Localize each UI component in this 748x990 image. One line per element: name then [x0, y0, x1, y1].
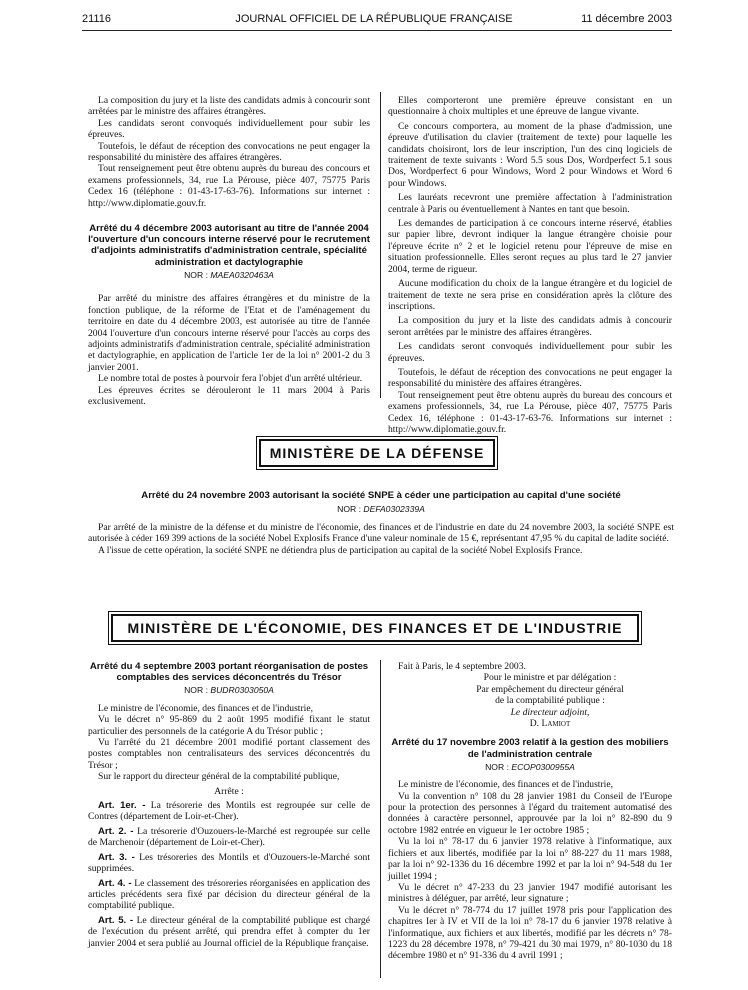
article-text: La trésorerie des Montils est regroupée sur celle de Contres (département de Loir-et-Cher).: [88, 800, 370, 823]
top-left-column: [88, 95, 370, 407]
paragraph: Par arrêté de la ministre de la défense et du ministre de l'économie, des finances et de l'industrie en date du 24 novembre 2003, la société SNPE est autorisée à céder 169 399 actions de la société Nobel Explosifs France d'une valeur nominale de 15 €, représentant 47,95 % du capital de ladite société.: [88, 521, 674, 545]
article-1: [88, 800, 370, 823]
paragraph: Le ministre de l'économie, des finances et de l'industrie,: [398, 779, 613, 791]
nor-reference: [388, 762, 672, 773]
paragraph: Toutefois, le défaut de réception des convocations ne peut engager la responsabilité du ministère des affaires étrangères.: [88, 140, 370, 164]
column-divider: [380, 92, 381, 398]
paragraph: Tout renseignement peut être obtenu auprès du bureau des concours et examens professionnels, 34, rue La Pérouse, pièce 407, 75775 Paris Cedex 16, téléphone : 01-43-17-63-76. Informations sur internet : http://www.diplomatie.gouv.fr.: [388, 389, 672, 435]
paragraph: Ce concours comportera, au moment de la phase d'admission, une épreuve d'utilisation du clavier (traitement de texte) pour laquelle les candidats choisiront, lors de leur inscription, l'un des cinq logiciels de traitement de texte suivants : Word 5.5 sous Dos, Wordperfect 5.1 sous Dos, Wordperfect 6 pour Windows, Word 2 pour Windows et Word 6 pour Windows.: [388, 120, 672, 189]
paragraph: Les candidats seront convoqués individuellement pour subir les épreuves.: [388, 341, 672, 364]
signature-line: de la comptabilité publique :: [495, 695, 605, 707]
ministry-banner-defense: [256, 436, 498, 470]
signature-block: [388, 672, 672, 729]
top-right-column: [388, 95, 672, 435]
nor-reference: [88, 685, 370, 696]
nor-label: NOR :: [485, 761, 512, 772]
paragraph: La composition du jury et la liste des candidats admis à concourir seront arrêtées par le ministre des affaires étrangères.: [388, 315, 672, 338]
paragraph: Le ministre de l'économie, des finances et de l'industrie,: [98, 702, 313, 714]
issue-date: 11 décembre 2003: [581, 13, 672, 25]
nor-reference: [88, 270, 370, 281]
arrete-title: Arrêté du 24 novembre 2003 autorisant la société SNPE à céder une participation au capital d'une société: [141, 490, 621, 501]
article-number: Art. 1er. -: [98, 800, 146, 812]
nor-code: ECOP0300955A: [511, 761, 575, 772]
paragraph: Les candidats seront convoqués individuellement pour subir les épreuves.: [88, 117, 370, 141]
journal-title: JOURNAL OFFICIEL DE LA RÉPUBLIQUE FRANÇAISE: [235, 13, 513, 25]
article-text: Le directeur général de la comptabilité publique est chargé de l'exécution du présent arrêté, qui prendra effet à compter du 1er janvier 2004 et sera publié au Journal officiel de la République française.: [88, 914, 370, 949]
nor-reference: [88, 504, 674, 515]
paragraph: Vu le décret n° 95-869 du 2 août 1995 modifié fixant le statut particulier des personnels de la catégorie A du Trésor public ;: [88, 714, 370, 737]
paragraph: Les lauréats recevront une première affectation à l'administration centrale à Paris ou éventuellement à Nantes en tant que besoin.: [388, 192, 672, 215]
ministry-banner-economie: [108, 611, 642, 645]
paragraph: Vu le décret n° 78-774 du 17 juillet 1978 pris pour l'application des chapitres Ier à IV et VII de la loi n° 78-17 du 6 janvier 1978 relative à l'informatique, aux fichiers et aux libertés, modifié par les décrets n° 78-1223 du 28 décembre 1978, n° 79-421 du 30 mai 1979, n° 80-1030 du 18 décembre 1980 et n° 91-336 du 4 avril 1991 ;: [388, 904, 672, 962]
article-text: Le classement des trésoreries réorganisées en application des articles précédents sera fixé par décision du directeur général de la comptabilité publique.: [88, 877, 370, 912]
paragraph: Sur le rapport du directeur général de la comptabilité publique,: [98, 771, 340, 783]
place-date: Fait à Paris, le 4 septembre 2003.: [398, 661, 526, 672]
nor-code: BUDR0303050A: [210, 685, 274, 696]
page-number: 21116: [82, 13, 111, 25]
paragraph: Elles comporteront une première épreuve consistant en un questionnaire à choix multiples et une épreuve de langue vivante.: [388, 95, 672, 118]
nor-label: NOR :: [184, 269, 211, 280]
arrete-title: Arrêté du 4 septembre 2003 portant réorganisation de postes comptables des services déconcentrés du Trésor: [89, 661, 369, 684]
article-text: Les trésoreries des Montils et d'Ouzouers-le-Marché sont supprimées.: [88, 851, 370, 875]
paragraph: Le nombre total de postes à pourvoir fera l'objet d'un arrêté ultérieur.: [98, 373, 362, 385]
article-number: Art. 3. -: [98, 851, 135, 863]
article-text: La trésorerie d'Ouzouers-le-Marché est regroupée sur celle de Marchenoir (département de Loir-et-Cher).: [88, 825, 370, 849]
nor-code: DEFA0302339A: [363, 504, 425, 515]
signature-line: Pour le ministre et par délégation :: [483, 672, 617, 684]
paragraph: Vu le décret n° 47-233 du 23 janvier 1947 modifié autorisant les ministres à déléguer, par arrêté, leur signature ;: [388, 881, 672, 905]
arrete-word: Arrête :: [214, 785, 244, 797]
paragraph: Tout renseignement peut être obtenu auprès du bureau des concours et examens professionnels, 34, rue La Pérouse, pièce 407, 75775 Paris Cedex 16 (téléphone : 01-43-17-63-76). Informations sur internet : http://www.diplomatie.gouv.fr.: [88, 163, 370, 209]
paragraph: Vu l'arrêté du 21 décembre 2001 modifié portant classement des postes comptables non centralisateurs des services déconcentrés du Trésor ;: [88, 737, 370, 771]
article-4: [88, 878, 370, 912]
defense-section: [88, 490, 674, 556]
ministry-name: MINISTÈRE DE L'ÉCONOMIE, DES FINANCES ET DE L'INDUSTRIE: [111, 614, 639, 642]
nor-label: NOR :: [184, 685, 211, 696]
ministry-name: MINISTÈRE DE LA DÉFENSE: [259, 439, 495, 467]
bottom-right-column: [388, 661, 672, 962]
article-number: Art. 5. -: [98, 914, 134, 926]
paragraph: Aucune modification du choix de la langue étrangère et du logiciel de traitement de texte ne sera prise en considération après la clôture des inscriptions.: [388, 278, 672, 312]
paragraph: Vu la convention n° 108 du 28 janvier 1981 du Conseil de l'Europe pour la protection des personnes à l'égard du traitement automatisé des données à caractère personnel, approuvée par la loi n° 82-890 du 9 octobre 1982 entrée en vigueur le 1er octobre 1985 ;: [388, 790, 672, 836]
bottom-left-column: [88, 661, 370, 949]
paragraph: Toutefois, le défaut de réception des convocations ne peut engager la responsabilité du ministère des affaires étrangères.: [388, 366, 672, 390]
article-3: [88, 852, 370, 875]
nor-label: NOR :: [337, 504, 364, 515]
header-rule: [82, 30, 672, 31]
paragraph: Les demandes de participation à ce concours interne réservé, établies sur papier libre, devront indiquer la langue étrangère choisie pour l'épreuve écrite n° 2 et le logiciel retenu pour l'épreuve de mise en situation professionnelle. Elles seront reçues au plus tard le 27 janvier 2004, terme de rigueur.: [388, 218, 672, 275]
arrete-title: Arrêté du 17 novembre 2003 relatif à la gestion des mobiliers de l'administration centrale: [391, 737, 669, 760]
signatory-name: D. Lamiot: [529, 718, 571, 730]
arrete-title: Arrêté du 4 décembre 2003 autorisant au titre de l'année 2004 l'ouverture d'un concours interne réservé pour le recrutement d'adjoints administratifs d'administration centrale, spécialité administration et dactylographie: [88, 223, 370, 268]
article-5: [88, 915, 370, 949]
signature-line: Par empêchement du directeur général: [476, 683, 624, 695]
article-2: [88, 826, 370, 849]
signatory-title: Le directeur adjoint,: [510, 706, 590, 718]
column-divider: [380, 660, 381, 978]
page-header: [0, 13, 748, 31]
nor-code: MAEA0320463A: [210, 269, 274, 280]
paragraph: Vu la loi n° 78-17 du 6 janvier 1978 relative à l'informatique, aux fichiers et aux libertés, modifiée par la loi n° 88-227 du 11 mars 1988, par la loi n° 92-1336 du 16 décembre 1992 et par la loi n° 94-548 du 1er juillet 1994 ;: [388, 836, 672, 882]
paragraph: Les épreuves écrites se dérouleront le 11 mars 2004 à Paris exclusivement.: [88, 384, 370, 407]
paragraph: Par arrêté du ministre des affaires étrangères et du ministre de la fonction publique, de la réforme de l'Etat et de l'aménagement du territoire en date du 4 décembre 2003, est autorisée au titre de l'année 2004 l'ouverture d'un concours interne réservé pour l'accès au corps des adjoints administratifs d'administration centrale, spécialité administration et dactylographie, en application de l'article 1er de la loi n° 2001-2 du 3 janvier 2001.: [88, 293, 370, 373]
article-number: Art. 4. -: [98, 877, 132, 889]
paragraph: A l'issue de cette opération, la société SNPE ne détiendra plus de participation au capital de la société Nobel Explosifs France.: [98, 544, 583, 556]
article-number: Art. 2. -: [98, 825, 134, 837]
paragraph: La composition du jury et la liste des candidats admis à concourir sont arrêtées par le ministre des affaires étrangères.: [88, 95, 370, 118]
